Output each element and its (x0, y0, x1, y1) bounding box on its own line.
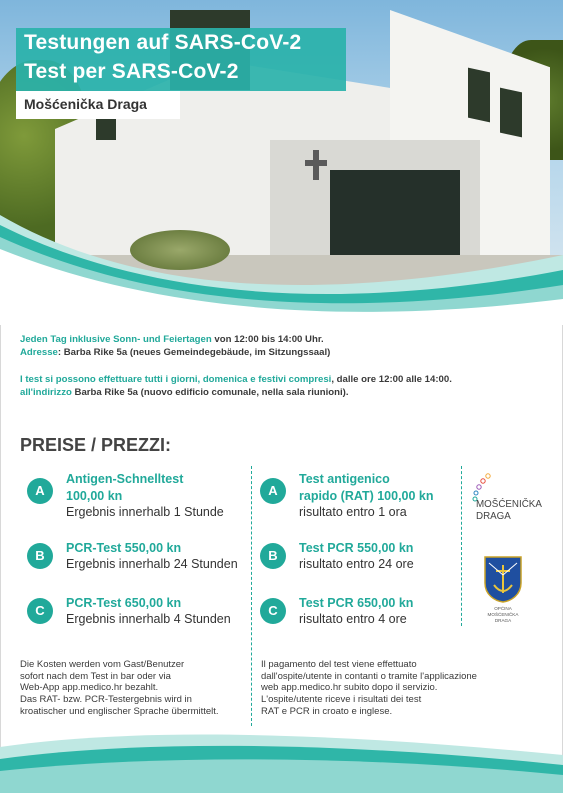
title-german: Testungen auf SARS-CoV-2 (24, 31, 302, 54)
info-german-hours-time: von 12:00 bis 14:00 Uhr. (211, 334, 324, 345)
footer-italian-line: Il pagamento del test viene effettuato (261, 659, 417, 670)
info-german-address-label: Adresse (20, 347, 58, 358)
price-b-de-title: PCR-Test 550,00 kn (66, 541, 182, 555)
crest-caption-line2: MOŠĆENIČKA DRAGA (487, 612, 519, 623)
crest-caption (483, 606, 523, 624)
info-italian-address (20, 386, 349, 399)
crest-caption-line1: OPĆINA (494, 606, 512, 611)
price-a-de-title: Antigen-Schnelltest (66, 472, 184, 486)
footer-italian-line: dall'ospite/utente in contanti o tramite l'applicazione (261, 670, 477, 682)
price-a-de-result: Ergebnis innerhalb 1 Stunde (66, 505, 224, 519)
price-a-de-amount: 100,00 kn (66, 489, 123, 503)
footer-german-line: Die Kosten werden vom Gast/Benutzer (20, 659, 185, 670)
prices-heading: PREISE / PREZZI: (20, 435, 172, 455)
badge-a-it: A (260, 478, 286, 504)
price-b-de-result: Ergebnis innerhalb 24 Stunden (66, 557, 238, 571)
price-b-it-title: Test PCR 550,00 kn (299, 541, 414, 555)
price-c-de-title: PCR-Test 650,00 kn (66, 596, 182, 610)
info-german-hours (20, 333, 324, 346)
top-wave-decoration (0, 215, 563, 325)
logo-divider (461, 466, 462, 626)
title-italian: Test per SARS-CoV-2 (24, 60, 239, 83)
badge-c-de: C (27, 598, 53, 624)
place-label: Mošćenička Draga (24, 96, 147, 112)
info-german-address-value: : Barba Rike 5a (neues Gemeindegebäude, im Sitzungssaal) (57, 347, 331, 358)
municipality-crest-icon (483, 555, 523, 603)
info-italian-hours-time: , dalle ore 12:00 alle 14:00. (331, 374, 452, 385)
footer-german-line: sofort nach dem Test in bar oder via (20, 670, 171, 682)
price-a-it-title: Test antigenico (299, 472, 390, 486)
badge-c-it: C (260, 598, 286, 624)
price-b-it-result: risultato entro 24 ore (299, 557, 414, 571)
badge-b-it: B (260, 543, 286, 569)
logo-text-line1: MOŠĆENIČKA (476, 499, 542, 510)
footer-italian-line: RAT e PCR in croato e inglese. (261, 705, 393, 717)
price-c-it-result: risultato entro 4 ore (299, 612, 407, 626)
price-a-it-amount: rapido (RAT) 100,00 kn (299, 489, 434, 503)
footer-german-line: kroatischer und englischer Sprache übermittelt. (20, 705, 219, 717)
price-c-de-result: Ergebnis innerhalb 4 Stunden (66, 612, 231, 626)
price-a-it-result: risultato entro 1 ora (299, 505, 407, 519)
footer-italian-line: web app.medico.hr subito dopo il servizio. (261, 682, 438, 694)
footer-german (20, 659, 219, 718)
footer-italian-line: L'ospite/utente riceve i risultati dei test (261, 694, 422, 706)
price-c-it-title: Test PCR 650,00 kn (299, 596, 414, 610)
footer-german-line: Das RAT- bzw. PCR-Testergebnis wird in (20, 694, 192, 706)
footer-italian (261, 659, 477, 718)
info-german-hours-highlight: Jeden Tag inklusive Sonn- und Feiertagen (20, 334, 212, 345)
badge-b-de: B (27, 543, 53, 569)
badge-a-de: A (27, 478, 53, 504)
pharmacy-cross-icon (305, 150, 327, 180)
bottom-wave-decoration (0, 725, 563, 793)
info-italian-hours (20, 373, 452, 386)
logo-text-line2: DRAGA (476, 511, 511, 522)
column-divider (251, 466, 252, 726)
footer-german-line: Web-App app.medico.hr bezahlt. (20, 682, 159, 694)
info-german-address (20, 346, 330, 359)
info-italian-address-value: Barba Rike 5a (nuovo edificio comunale, nella sala riunioni). (71, 387, 349, 398)
info-italian-hours-highlight: I test si possono effettuare tutti i giorni, domenica e festivi compresi (20, 374, 332, 385)
info-italian-address-label: all'indirizzo (20, 387, 72, 398)
